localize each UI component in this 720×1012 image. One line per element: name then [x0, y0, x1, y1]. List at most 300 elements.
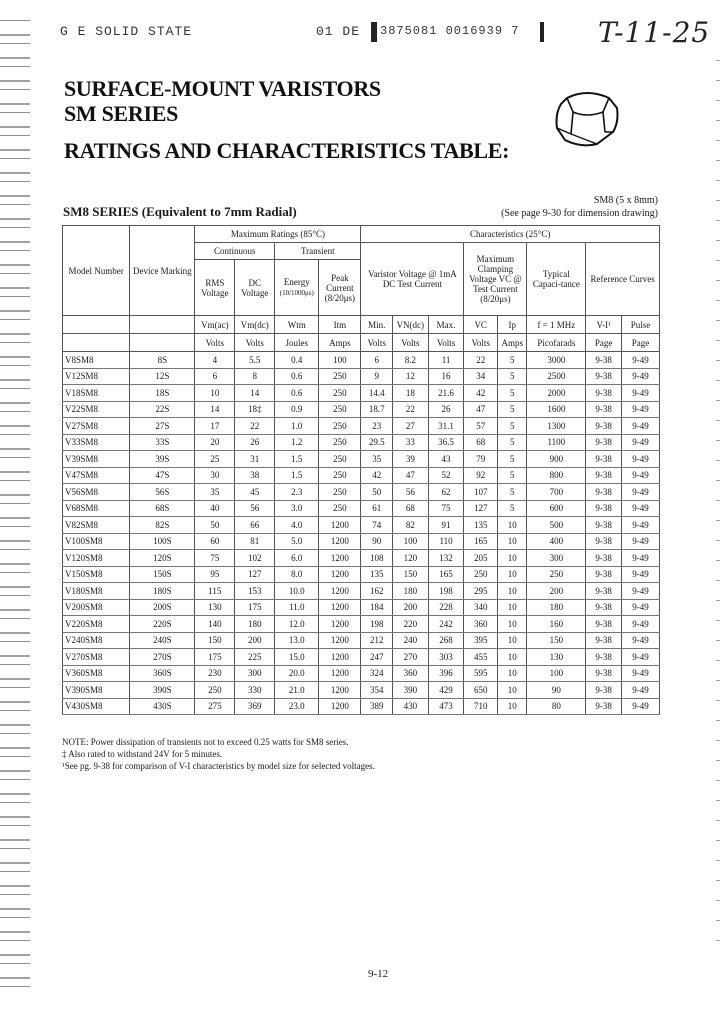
cell-ip: 10: [498, 599, 527, 616]
cell-vmax: 43: [428, 451, 464, 468]
cell-vmin: 162: [361, 583, 393, 600]
cell-model: V33SM8: [63, 434, 130, 451]
cell-ip: 5: [498, 352, 527, 369]
cell-energy: 10.0: [275, 583, 319, 600]
cell-ip: 5: [498, 484, 527, 501]
cell-rms: 115: [195, 583, 235, 600]
cell-vmin: 354: [361, 682, 393, 699]
table-row: [63, 682, 660, 699]
ratings-table: [62, 225, 660, 715]
page-number: 9-12: [368, 968, 389, 980]
cell-energy: 5.0: [275, 533, 319, 550]
cell-vi: 9-38: [586, 632, 622, 649]
cell-marking: 27S: [130, 418, 195, 435]
unit-dc: Volts: [235, 334, 275, 352]
cell-ip: 10: [498, 533, 527, 550]
header-clamping-voltage: Maximum Clamping Voltage VC @ Test Current (8/20μs): [464, 243, 527, 316]
cell-vn: 68: [392, 500, 428, 517]
cell-rms: 40: [195, 500, 235, 517]
cell-pulse: 9-49: [622, 550, 660, 567]
cell-vmin: 9: [361, 368, 393, 385]
header-model-number: Model Number: [63, 226, 130, 316]
table-row: [63, 484, 660, 501]
cell-vn: 220: [392, 616, 428, 633]
cell-rms: 60: [195, 533, 235, 550]
cell-vi: 9-38: [586, 500, 622, 517]
cell-dc: 56: [235, 500, 275, 517]
cell-pulse: 9-49: [622, 484, 660, 501]
handwritten-annotation: T-11-25: [598, 16, 711, 49]
cell-vi: 9-38: [586, 616, 622, 633]
cell-vc: 22: [464, 352, 498, 369]
cell-vi: 9-38: [586, 418, 622, 435]
unit-ip: Amps: [498, 334, 527, 352]
cell-rms: 275: [195, 698, 235, 715]
cell-cap: 160: [527, 616, 586, 633]
cell-rms: 95: [195, 566, 235, 583]
header-rms-voltage: RMS Voltage: [195, 260, 235, 316]
cell-rms: 25: [195, 451, 235, 468]
cell-energy: 12.0: [275, 616, 319, 633]
header-company: G E SOLID STATE: [60, 24, 193, 39]
cell-cap: 800: [527, 467, 586, 484]
header-bar-mark: [371, 22, 377, 42]
cell-ip: 10: [498, 616, 527, 633]
cell-model: V68SM8: [63, 500, 130, 517]
cell-vc: 295: [464, 583, 498, 600]
footnote-power: NOTE: Power dissipation of transients not to exceed 0.25 watts for SM8 series.: [62, 737, 349, 747]
cell-marking: 390S: [130, 682, 195, 699]
cell-vn: 240: [392, 632, 428, 649]
cell-ip: 5: [498, 385, 527, 402]
cell-vc: 165: [464, 533, 498, 550]
cell-vmax: 36.5: [428, 434, 464, 451]
cell-vmin: 61: [361, 500, 393, 517]
cell-energy: 11.0: [275, 599, 319, 616]
cell-model: V180SM8: [63, 583, 130, 600]
cell-vi: 9-38: [586, 467, 622, 484]
cell-model: V8SM8: [63, 352, 130, 369]
cell-vmax: 62: [428, 484, 464, 501]
cell-ip: 10: [498, 566, 527, 583]
cell-marking: 150S: [130, 566, 195, 583]
cell-vmax: 31.1: [428, 418, 464, 435]
cell-peak: 250: [319, 434, 361, 451]
cell-pulse: 9-49: [622, 368, 660, 385]
cell-vn: 270: [392, 649, 428, 666]
cell-vi: 9-38: [586, 401, 622, 418]
cell-pulse: 9-49: [622, 451, 660, 468]
cell-vn: 200: [392, 599, 428, 616]
cell-vc: 107: [464, 484, 498, 501]
cell-vi: 9-38: [586, 583, 622, 600]
cell-vn: 22: [392, 401, 428, 418]
cell-ip: 10: [498, 517, 527, 534]
size-note-line1: SM8 (5 x 8mm): [593, 195, 658, 206]
cell-energy: 1.2: [275, 434, 319, 451]
cell-vmin: 18.7: [361, 401, 393, 418]
table-row: [63, 665, 660, 682]
cell-vmax: 242: [428, 616, 464, 633]
cell-model: V39SM8: [63, 451, 130, 468]
cell-cap: 80: [527, 698, 586, 715]
cell-pulse: 9-49: [622, 418, 660, 435]
cell-cap: 600: [527, 500, 586, 517]
cell-vn: 430: [392, 698, 428, 715]
header-bar-mark-end: [540, 22, 544, 42]
cell-energy: 23.0: [275, 698, 319, 715]
cell-ip: 10: [498, 583, 527, 600]
header-peak-label: Peak Current: [326, 272, 354, 293]
cell-vc: 127: [464, 500, 498, 517]
header-dc-voltage: DC Voltage: [235, 260, 275, 316]
cell-ip: 10: [498, 665, 527, 682]
cell-vmin: 324: [361, 665, 393, 682]
table-row: [63, 698, 660, 715]
cell-ip: 5: [498, 368, 527, 385]
cell-cap: 150: [527, 632, 586, 649]
cell-marking: 47S: [130, 467, 195, 484]
series-label: SM8 SERIES (Equivalent to 7mm Radial): [63, 204, 297, 219]
cell-vi: 9-38: [586, 484, 622, 501]
cell-pulse: 9-49: [622, 698, 660, 715]
cell-peak: 1200: [319, 616, 361, 633]
unit-peak: Amps: [319, 334, 361, 352]
cell-pulse: 9-49: [622, 533, 660, 550]
cell-energy: 0.6: [275, 385, 319, 402]
cell-peak: 1200: [319, 649, 361, 666]
cell-model: V22SM8: [63, 401, 130, 418]
cell-vi: 9-38: [586, 566, 622, 583]
symbol-vc: VC: [464, 316, 498, 334]
header-energy-sub: (10/1000μs): [279, 289, 314, 297]
page-title: SURFACE-MOUNT VARISTORS: [64, 76, 381, 101]
cell-pulse: 9-49: [622, 434, 660, 451]
cell-energy: 4.0: [275, 517, 319, 534]
symbol-vn: VN(dc): [392, 316, 428, 334]
cell-energy: 15.0: [275, 649, 319, 666]
cell-model: V240SM8: [63, 632, 130, 649]
cell-cap: 1600: [527, 401, 586, 418]
cell-vn: 360: [392, 665, 428, 682]
cell-vmax: 268: [428, 632, 464, 649]
cell-pulse: 9-49: [622, 649, 660, 666]
cell-vmin: 212: [361, 632, 393, 649]
cell-peak: 1200: [319, 583, 361, 600]
symbol-vi: V-I¹: [586, 316, 622, 334]
cell-marking: 22S: [130, 401, 195, 418]
cell-dc: 26: [235, 434, 275, 451]
cell-vi: 9-38: [586, 451, 622, 468]
cell-rms: 75: [195, 550, 235, 567]
cell-vi: 9-38: [586, 599, 622, 616]
footnote-double-dagger: ‡ Also rated to withstand 24V for 5 minutes.: [62, 749, 223, 759]
cell-rms: 50: [195, 517, 235, 534]
cell-peak: 1200: [319, 550, 361, 567]
cell-rms: 140: [195, 616, 235, 633]
cell-pulse: 9-49: [622, 682, 660, 699]
symbol-vm-ac: Vm(ac): [195, 316, 235, 334]
cell-vmax: 228: [428, 599, 464, 616]
unit-min: Volts: [361, 334, 393, 352]
cell-vi: 9-38: [586, 385, 622, 402]
ratings-table-body: [63, 352, 660, 715]
table-row: [63, 352, 660, 369]
cell-vmax: 396: [428, 665, 464, 682]
table-row: [63, 401, 660, 418]
header-energy-label: Energy: [283, 277, 310, 287]
cell-vc: 34: [464, 368, 498, 385]
cell-pulse: 9-49: [622, 352, 660, 369]
cell-dc: 81: [235, 533, 275, 550]
cell-vn: 27: [392, 418, 428, 435]
size-note: [501, 194, 658, 220]
cell-vmax: 52: [428, 467, 464, 484]
cell-model: V56SM8: [63, 484, 130, 501]
table-row: [63, 599, 660, 616]
cell-vmax: 21.6: [428, 385, 464, 402]
symbol-max: Max.: [428, 316, 464, 334]
cell-dc: 369: [235, 698, 275, 715]
cell-rms: 175: [195, 649, 235, 666]
cell-energy: 2.3: [275, 484, 319, 501]
cell-peak: 250: [319, 418, 361, 435]
page-subtitle: SM SERIES: [64, 101, 179, 126]
cell-dc: 225: [235, 649, 275, 666]
cell-energy: 13.0: [275, 632, 319, 649]
cell-peak: 250: [319, 484, 361, 501]
cell-vn: 100: [392, 533, 428, 550]
cell-marking: 180S: [130, 583, 195, 600]
cell-cap: 130: [527, 649, 586, 666]
cell-cap: 200: [527, 583, 586, 600]
cell-peak: 250: [319, 467, 361, 484]
cell-ip: 10: [498, 649, 527, 666]
cell-rms: 35: [195, 484, 235, 501]
cell-ip: 5: [498, 418, 527, 435]
unit-capacitance: Picofarads: [527, 334, 586, 352]
scan-edge-marks-right: [716, 60, 720, 960]
cell-model: V270SM8: [63, 649, 130, 666]
scan-edge-marks: [0, 20, 30, 1000]
header-reference-curves: Reference Curves: [586, 243, 660, 316]
cell-model: V360SM8: [63, 665, 130, 682]
cell-energy: 1.0: [275, 418, 319, 435]
cell-dc: 153: [235, 583, 275, 600]
cell-energy: 0.9: [275, 401, 319, 418]
unit-max: Volts: [428, 334, 464, 352]
cell-vmax: 473: [428, 698, 464, 715]
cell-peak: 1200: [319, 698, 361, 715]
cell-marking: 12S: [130, 368, 195, 385]
cell-model: V100SM8: [63, 533, 130, 550]
cell-vi: 9-38: [586, 682, 622, 699]
cell-pulse: 9-49: [622, 500, 660, 517]
symbol-min: Min.: [361, 316, 393, 334]
cell-vmin: 23: [361, 418, 393, 435]
cell-cap: 900: [527, 451, 586, 468]
cell-dc: 22: [235, 418, 275, 435]
cell-pulse: 9-49: [622, 467, 660, 484]
table-row: [63, 434, 660, 451]
cell-peak: 100: [319, 352, 361, 369]
cell-marking: 33S: [130, 434, 195, 451]
cell-cap: 1100: [527, 434, 586, 451]
cell-dc: 14: [235, 385, 275, 402]
cell-dc: 200: [235, 632, 275, 649]
cell-vn: 82: [392, 517, 428, 534]
varistor-chip-icon: [553, 88, 621, 148]
header-capacitance: Typical Capaci-tance: [527, 243, 586, 316]
cell-vc: 250: [464, 566, 498, 583]
cell-ip: 5: [498, 451, 527, 468]
cell-model: V220SM8: [63, 616, 130, 633]
cell-vc: 92: [464, 467, 498, 484]
cell-peak: 1200: [319, 517, 361, 534]
cell-vc: 710: [464, 698, 498, 715]
cell-vmax: 11: [428, 352, 464, 369]
cell-vi: 9-38: [586, 352, 622, 369]
cell-vc: 68: [464, 434, 498, 451]
cell-vi: 9-38: [586, 368, 622, 385]
cell-dc: 66: [235, 517, 275, 534]
section-title: RATINGS AND CHARACTERISTICS TABLE:: [64, 138, 510, 163]
cell-vn: 8.2: [392, 352, 428, 369]
cell-vi: 9-38: [586, 533, 622, 550]
table-row: [63, 583, 660, 600]
cell-vmax: 132: [428, 550, 464, 567]
cell-pulse: 9-49: [622, 599, 660, 616]
symbol-pulse: Pulse: [622, 316, 660, 334]
cell-peak: 1200: [319, 632, 361, 649]
cell-model: V120SM8: [63, 550, 130, 567]
header-peak-sub: (8/20μs): [324, 292, 356, 303]
cell-vn: 18: [392, 385, 428, 402]
cell-marking: 56S: [130, 484, 195, 501]
cell-pulse: 9-49: [622, 401, 660, 418]
symbol-blank-2: [130, 316, 195, 334]
unit-blank-1: [63, 334, 130, 352]
cell-peak: 1200: [319, 566, 361, 583]
cell-ip: 10: [498, 550, 527, 567]
cell-vc: 57: [464, 418, 498, 435]
cell-energy: 3.0: [275, 500, 319, 517]
cell-vmin: 108: [361, 550, 393, 567]
cell-vmin: 42: [361, 467, 393, 484]
cell-vn: 390: [392, 682, 428, 699]
cell-ip: 5: [498, 401, 527, 418]
footnote-vi: ¹See pg. 9-38 for comparison of V-I characteristics by model size for selected voltages.: [62, 761, 375, 771]
cell-rms: 17: [195, 418, 235, 435]
cell-dc: 300: [235, 665, 275, 682]
cell-cap: 90: [527, 682, 586, 699]
cell-vmax: 26: [428, 401, 464, 418]
cell-vmax: 16: [428, 368, 464, 385]
cell-model: V18SM8: [63, 385, 130, 402]
cell-peak: 250: [319, 385, 361, 402]
cell-dc: 18‡: [235, 401, 275, 418]
cell-vc: 135: [464, 517, 498, 534]
cell-model: V390SM8: [63, 682, 130, 699]
cell-energy: 21.0: [275, 682, 319, 699]
cell-pulse: 9-49: [622, 583, 660, 600]
cell-energy: 20.0: [275, 665, 319, 682]
table-row: [63, 517, 660, 534]
cell-model: V82SM8: [63, 517, 130, 534]
cell-rms: 250: [195, 682, 235, 699]
cell-energy: 8.0: [275, 566, 319, 583]
cell-cap: 1300: [527, 418, 586, 435]
cell-vmin: 14.4: [361, 385, 393, 402]
cell-marking: 39S: [130, 451, 195, 468]
cell-cap: 400: [527, 533, 586, 550]
cell-vn: 39: [392, 451, 428, 468]
cell-vn: 56: [392, 484, 428, 501]
cell-marking: 8S: [130, 352, 195, 369]
cell-vi: 9-38: [586, 434, 622, 451]
cell-marking: 360S: [130, 665, 195, 682]
cell-vn: 47: [392, 467, 428, 484]
symbol-wtm: Wtm: [275, 316, 319, 334]
header-max-ratings: Maximum Ratings (85°C): [195, 226, 361, 243]
cell-vmin: 29.5: [361, 434, 393, 451]
cell-cap: 2500: [527, 368, 586, 385]
cell-marking: 100S: [130, 533, 195, 550]
cell-energy: 0.6: [275, 368, 319, 385]
table-row: [63, 550, 660, 567]
symbol-itm: Itm: [319, 316, 361, 334]
cell-pulse: 9-49: [622, 632, 660, 649]
cell-vmax: 303: [428, 649, 464, 666]
cell-ip: 5: [498, 500, 527, 517]
cell-vi: 9-38: [586, 550, 622, 567]
cell-peak: 1200: [319, 599, 361, 616]
cell-vn: 180: [392, 583, 428, 600]
table-row: [63, 500, 660, 517]
cell-cap: 700: [527, 484, 586, 501]
header-strip: [58, 22, 558, 44]
cell-cap: 3000: [527, 352, 586, 369]
cell-vc: 455: [464, 649, 498, 666]
cell-peak: 1200: [319, 533, 361, 550]
cell-ip: 10: [498, 698, 527, 715]
symbol-blank-1: [63, 316, 130, 334]
unit-energy: Joules: [275, 334, 319, 352]
cell-vmin: 90: [361, 533, 393, 550]
table-row: [63, 368, 660, 385]
cell-vmin: 389: [361, 698, 393, 715]
cell-energy: 0.4: [275, 352, 319, 369]
table-row: [63, 566, 660, 583]
unit-vn: Volts: [392, 334, 428, 352]
cell-dc: 330: [235, 682, 275, 699]
cell-model: V150SM8: [63, 566, 130, 583]
cell-rms: 150: [195, 632, 235, 649]
cell-vmax: 429: [428, 682, 464, 699]
table-row: [63, 632, 660, 649]
cell-energy: 1.5: [275, 467, 319, 484]
table-row: [63, 467, 660, 484]
cell-vi: 9-38: [586, 665, 622, 682]
cell-model: V200SM8: [63, 599, 130, 616]
cell-vn: 150: [392, 566, 428, 583]
cell-dc: 102: [235, 550, 275, 567]
symbol-vm-dc: Vm(dc): [235, 316, 275, 334]
cell-dc: 8: [235, 368, 275, 385]
cell-rms: 230: [195, 665, 235, 682]
cell-rms: 10: [195, 385, 235, 402]
cell-pulse: 9-49: [622, 385, 660, 402]
